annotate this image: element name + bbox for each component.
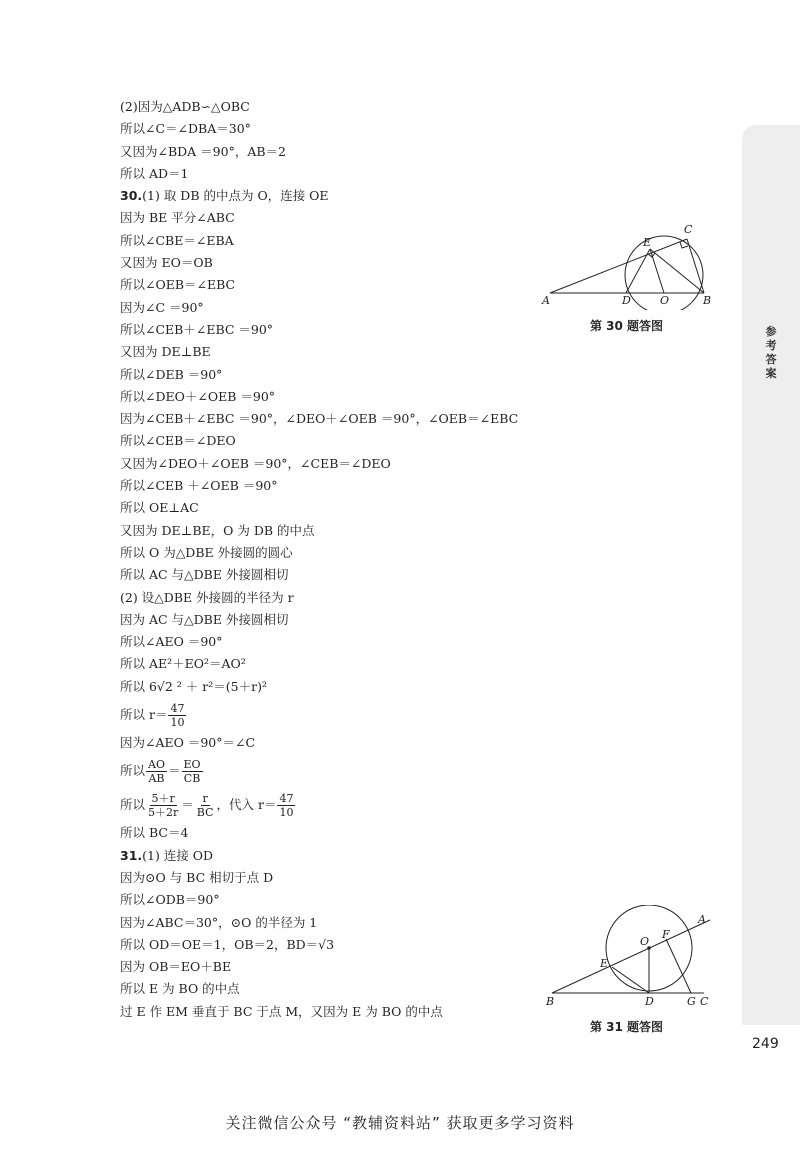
side-tab-label: 参考答案 [765,325,777,380]
text-line: 所以∠DEB ＝90° [120,366,223,382]
fraction [277,792,295,819]
label-d: D [622,294,631,307]
figure-30-caption: 第 30 题答图 [590,319,664,333]
numerator: EO [183,758,201,772]
text-line: 所以 E 为 BO 的中点 [120,981,240,997]
text-line: 所以∠CBE＝∠EBA [120,232,234,248]
figure-31-drawing [540,905,720,1010]
text-line: 所以∠CEB＋∠EBC ＝90° [120,321,274,337]
label-a: A [542,294,550,307]
text-line: 过 E 作 EM 垂直于 BC 于点 M，又因为 E 为 BO 的中点 [120,1003,443,1019]
label-d: D [645,995,654,1008]
fraction [146,792,180,819]
text-line: 因为∠CEB＋∠EBC ＝90°，∠DEO＋∠OEB ＝90°，∠OEB＝∠EBC [120,411,519,427]
text-line: 因为 AC 与△DBE 外接圆相切 [120,611,289,627]
denominator: 10 [170,716,185,730]
fraction [168,702,186,729]
text-line: 所以 O 为△DBE 外接圆的圆心 [120,544,293,560]
text-line: 因为∠ABC＝30°，⊙O 的半径为 1 [120,914,318,930]
text-line: 又因为∠BDA ＝90°，AB＝2 [120,143,287,159]
footer-note: 关注微信公众号 “教辅资料站” 获取更多学习资料 [225,1114,575,1132]
label-b: B [703,294,712,307]
label-o: O [660,294,670,307]
text-line: 所以∠CEB ＋∠OEB ＝90° [120,478,278,494]
text-segment: (1) 连接 OD [142,847,214,863]
line-ac [550,239,687,293]
numerator: 47 [170,702,185,716]
denominator: CB [183,772,201,786]
label-e: E [600,957,609,970]
fraction-line: 所以 $\frac{AO}{AB}$ ＝ $\frac{EO}{CB}$ [120,758,201,786]
text-segment: ，代入 r＝ [216,797,277,813]
numerator: AO [148,758,165,772]
label-o: O [640,935,650,948]
line-ed [612,967,649,993]
fraction [146,758,167,785]
question-number: 31. [120,847,143,863]
text-line: 所以∠OEB＝∠EBC [120,277,236,293]
numerator: 5＋r [151,792,175,806]
line-eo [650,249,664,293]
text-segment: (1) 取 DB 的中点为 O，连接 OE [142,188,329,204]
numerator: r [202,792,208,806]
label-a: A [698,913,706,926]
text-line: 所以 AE²＋EO²＝AO² [120,656,246,672]
fraction [195,792,216,819]
fraction-line [120,698,680,732]
text-line: 所以 6√2 ² ＋ r²＝(5＋r)² [120,678,267,694]
text-line: 所以 BC＝4 [120,825,189,841]
text-line: (2)因为△ADB∽△OBC [120,99,250,114]
text-line: 因为⊙O 与 BC 相切于点 D [120,869,274,885]
text-line: 所以∠DEO＋∠OEB ＝90° [120,388,276,404]
text-line: 又因为 DE⊥BE，O 为 DB 的中点 [120,522,315,538]
label-c: C [700,995,709,1008]
text-segment: 所以 r＝ [120,707,168,723]
question-31-line [120,845,680,867]
text-line: 因为∠C ＝90° [120,299,204,315]
figure-31 [540,905,720,1010]
text-line: 所以 OD＝OE＝1，OB＝2，BD＝√3 [120,936,335,952]
text-line: 所以∠AEO ＝90° [120,634,223,650]
label-b: B [546,995,555,1008]
page-number: 249 [752,1036,779,1052]
text-line: (2) 设△DBE 外接圆的半径为 r [120,589,294,605]
denominator: BC [196,806,214,820]
text-line: 所以 OE⊥AC [120,500,199,516]
label-c: C [684,223,693,236]
text-line: 所以∠C＝∠DBA＝30° [120,121,251,137]
text-line: 所以 AD＝1 [120,165,189,181]
fraction [182,758,203,785]
figure-31-caption: 第 31 题答图 [590,1020,664,1034]
text-line: 所以 AC 与△DBE 外接圆相切 [120,567,289,583]
label-g: G [687,995,696,1008]
denominator: AB [148,772,165,786]
text-line: 又因为∠DEO＋∠OEB ＝90°，∠CEB＝∠DEO [120,455,391,471]
text-line: 又因为 EO＝OB [120,255,213,271]
numerator: 47 [279,792,294,806]
text-line: 又因为 DE⊥BE [120,344,211,360]
question-30-line [120,185,680,207]
figure-30-drawing [540,220,720,310]
denominator: 10 [279,806,294,820]
line-eb [650,249,704,293]
line-fg [666,939,691,993]
text-segment: 所以 [120,763,146,779]
text-line: 因为∠AEO ＝90°＝∠C [120,735,256,751]
side-tab [742,125,800,1025]
fraction-line: 所以 $\frac{5+r}{5+2r}$ ＝ $\frac{r}{BC}$ ，代入 r＝ $\frac{47}{10}$ [120,792,294,820]
text-line: 因为 BE 平分∠ABC [120,210,235,226]
label-f: F [662,928,670,941]
figure-30 [540,220,720,310]
text-segment: 所以 [120,797,146,813]
text-line: 所以∠CEB＝∠DEO [120,433,236,449]
denominator: 5＋2r [148,806,179,820]
question-number: 30. [120,188,143,204]
label-e: E [643,236,652,249]
text-line: 因为 OB＝EO＋BE [120,959,232,975]
text-line: 所以∠ODB＝90° [120,892,220,908]
